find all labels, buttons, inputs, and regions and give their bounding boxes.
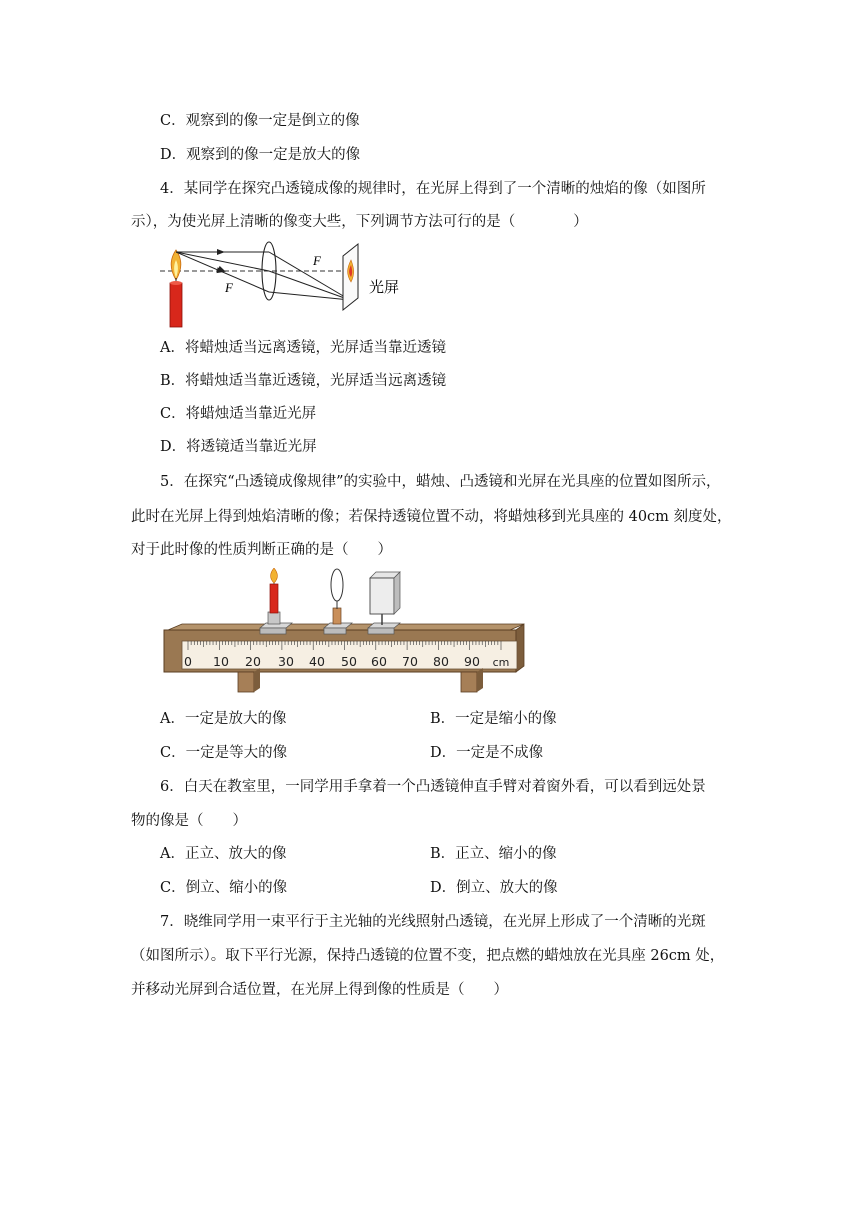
focal-point-label-bottom: F	[225, 280, 233, 295]
light-screen-label: 光屏	[369, 278, 400, 296]
q5-stem-line2: 此时在光屏上得到烛焰清晰的像；若保持透镜位置不动，将蜡烛移到光具座的 40cm 刻度处，	[131, 509, 732, 525]
candle-icon	[270, 568, 278, 613]
convex-lens	[331, 569, 343, 601]
q4-option-c: C．将蜡烛适当靠近光屏	[160, 406, 317, 422]
ruler-unit-label: cm	[492, 656, 510, 669]
ruler-tick-label: 40	[309, 654, 325, 669]
q4-figure-lens-diagram	[155, 240, 420, 332]
q5-option-b: B．一定是缩小的像	[430, 711, 557, 727]
ruler-tick-label: 70	[402, 654, 418, 669]
q3-option-d: D．观察到的像一定是放大的像	[160, 147, 361, 163]
ruler-tick-label: 30	[278, 654, 294, 669]
q4-option-b: B．将蜡烛适当靠近透镜，光屏适当远离透镜	[160, 373, 447, 389]
q7-stem-line1: 7．晓维同学用一束平行于主光轴的光线照射凸透镜，在光屏上形成了一个清晰的光斑	[160, 914, 706, 930]
q6-option-b: B．正立、缩小的像	[430, 846, 557, 862]
ruler-tick-label: 0	[184, 654, 192, 669]
bench-leg-right	[461, 672, 477, 692]
q5-figure-optical-bench	[160, 568, 525, 698]
ruler-tick-label: 20	[245, 654, 261, 669]
bench-leg-left	[238, 672, 254, 692]
ruler-tick-label: 80	[433, 654, 449, 669]
ruler-tick-label: 60	[371, 654, 387, 669]
q6-option-d: D．倒立、放大的像	[430, 880, 558, 896]
q5-option-d: D．一定是不成像	[430, 745, 544, 761]
light-screen	[370, 572, 400, 614]
q6-option-c: C．倒立、缩小的像	[160, 880, 288, 896]
ruler-tick-label: 90	[464, 654, 480, 669]
q7-stem-line3: 并移动光屏到合适位置，在光屏上得到像的性质是（ ）	[131, 982, 508, 998]
q6-stem-line1: 6．白天在教室里，一同学用手拿着一个凸透镜伸直手臂对着窗外看，可以看到远处景	[160, 779, 706, 795]
q4-option-a: A．将蜡烛适当远离透镜，光屏适当靠近透镜	[160, 340, 446, 356]
q5-stem-line1: 5．在探究“凸透镜成像规律”的实验中，蜡烛、凸透镜和光屏在光具座的位置如图所示，	[160, 474, 721, 490]
candle-icon	[170, 250, 182, 327]
ruler-tick-label: 50	[341, 654, 357, 669]
q6-stem-line2: 物的像是（ ）	[131, 813, 247, 829]
q4-stem-line2: 示），为使光屏上清晰的像变大些，下列调节方法可行的是（ ）	[131, 214, 588, 230]
q7-stem-line2: （如图所示）。取下平行光源，保持凸透镜的位置不变，把点燃的蜡烛放在光具座 26cm 处，	[131, 948, 725, 964]
q4-option-d: D．将透镜适当靠近光屏	[160, 439, 317, 455]
q5-stem-line3: 对于此时像的性质判断正确的是（ ）	[131, 542, 392, 558]
ruler-tick-label: 10	[213, 654, 229, 669]
q4-stem-line1: 4．某同学在探究凸透镜成像的规律时，在光屏上得到了一个清晰的烛焰的像（如图所	[160, 181, 706, 197]
q5-option-a: A．一定是放大的像	[160, 711, 287, 727]
q5-option-c: C．一定是等大的像	[160, 745, 288, 761]
focal-point-label-top: F	[313, 253, 321, 268]
q6-option-a: A．正立、放大的像	[160, 846, 287, 862]
q3-option-c: C．观察到的像一定是倒立的像	[160, 113, 360, 129]
